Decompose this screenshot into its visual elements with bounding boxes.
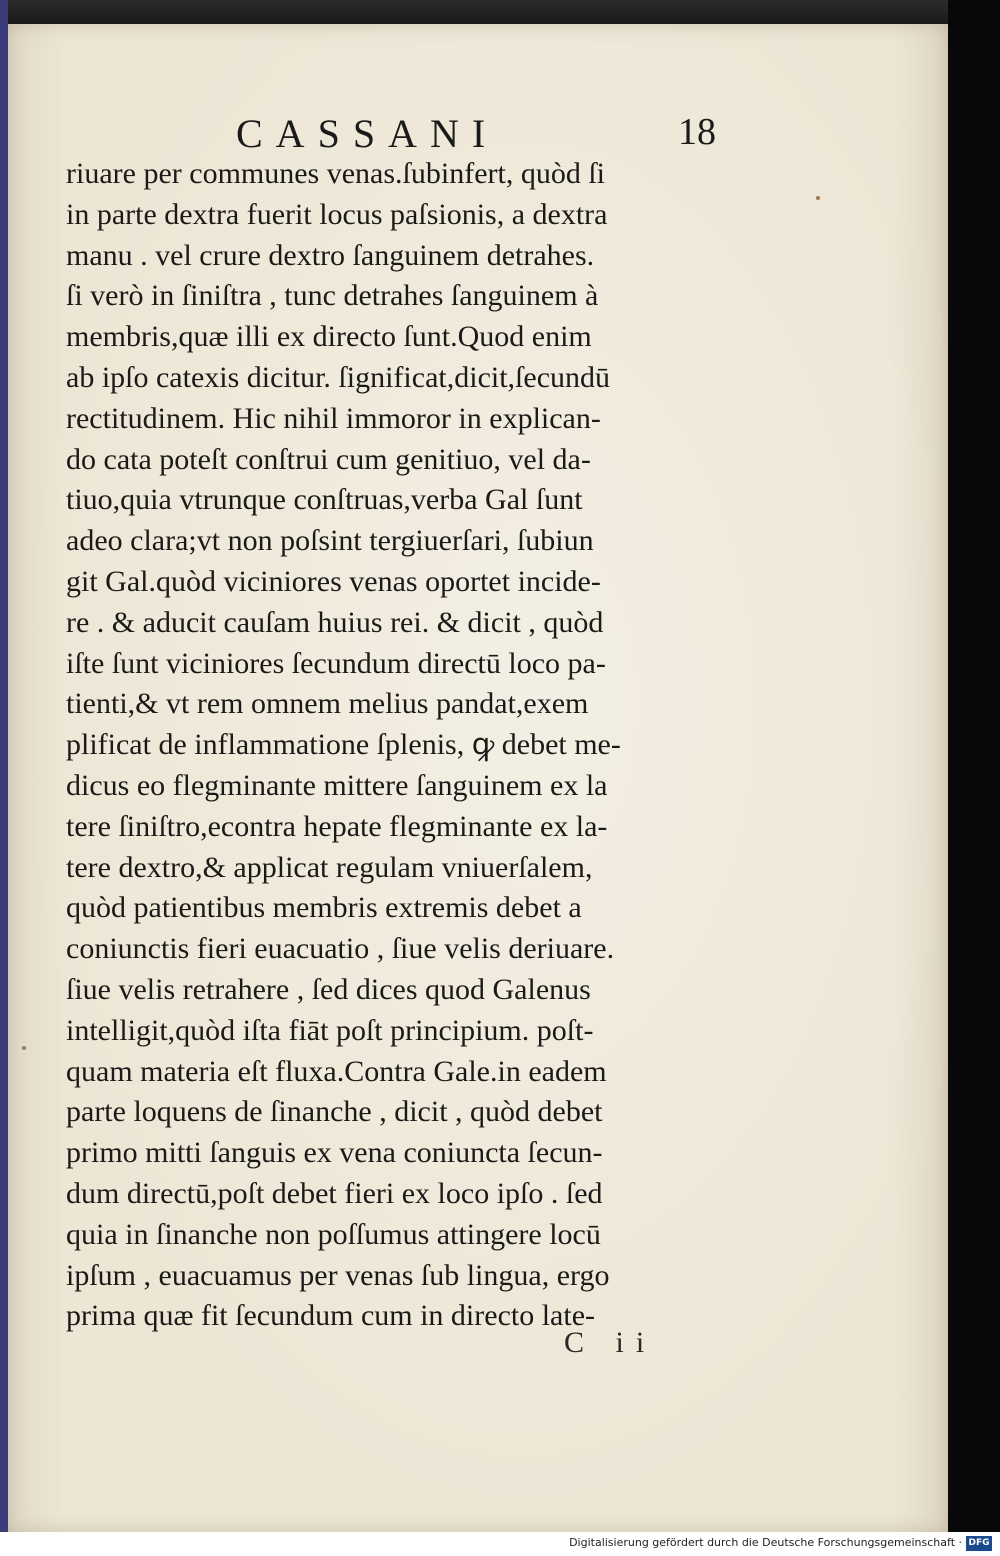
foxing-spot	[816, 196, 820, 200]
page-number: 18	[678, 111, 716, 153]
text-line: riuare per communes venas.ſubinfert, quòd ſi	[66, 157, 606, 190]
text-line: do cata poteſt conſtrui cum genitiuo, vel da-	[66, 442, 591, 476]
text-line: in parte dextra fuerit locus paſsionis, a dextra	[66, 197, 608, 231]
text-line: ſiue velis retrahere , ſed dices quod Galenus	[66, 972, 591, 1006]
text-line: git Gal.quòd viciniores venas oportet incide-	[66, 564, 601, 598]
text-line: tienti,& vt rem omnem melius pandat,exem	[66, 687, 589, 721]
text-line: tiuo,quia vtrunque conſtruas,verba Gal ſunt	[66, 483, 583, 517]
text-line: adeo clara;vt non poſsint tergiuerſari, ſubiun	[66, 524, 594, 558]
text-line: quòd patientibus membris extremis debet a	[66, 891, 582, 925]
text-line: rectitudinem. Hic nihil immoror in explican-	[66, 401, 601, 435]
text-line: intelligit,quòd iſta fiāt poſt principium. poſt-	[66, 1013, 594, 1047]
page-header	[8, 110, 948, 160]
text-line: ſi verò in ſiniſtra , tunc detrahes ſanguinem à	[66, 279, 599, 313]
text-line: dum directū,poſt debet fieri ex loco ipſo . ſed	[66, 1176, 603, 1210]
text-line: tere dextro,& applicat regulam vniuerſalem,	[66, 850, 593, 884]
text-line: quia in ſinanche non poſſumus attingere locū	[66, 1217, 601, 1251]
book-page	[8, 24, 948, 1532]
footer-bar	[0, 1532, 1000, 1556]
text-line: quam materia eſt fluxa.Contra Gale.in eadem	[66, 1054, 607, 1088]
text-line: ipſum , euacuamus per venas ſub lingua, ergo	[66, 1258, 610, 1292]
running-head: CASSANI	[236, 111, 499, 156]
text-line: ab ipſo catexis dicitur. ſignificat,dicit,ſecundū	[66, 360, 611, 394]
text-line: plificat de inflammatione ſplenis, ꝙ debet me-	[66, 728, 621, 762]
signature-mark: C ii	[564, 1326, 657, 1359]
foxing-spot	[22, 1046, 26, 1050]
funding-credit: Digitalisierung gefördert durch die Deutsche Forschungsgemeinschaft ·	[569, 1536, 962, 1549]
text-block	[66, 154, 746, 1337]
text-line: membris,quæ illi ex directo ſunt.Quod enim	[66, 320, 592, 354]
text-line: coniunctis fieri euacuatio , ſiue velis deriuare.	[66, 932, 615, 966]
text-line: iſte ſunt viciniores ſecundum directū loco pa-	[66, 646, 606, 680]
text-line: tere ſiniſtro,econtra hepate flegminante ex la-	[66, 809, 608, 843]
text-line: prima quæ fit ſecundum cum in directo late-	[66, 1299, 596, 1333]
text-line: dicus eo flegminante mittere ſanguinem ex la	[66, 768, 608, 802]
top-edge	[8, 0, 948, 24]
text-line: parte loquens de ſinanche , dicit , quòd debet	[66, 1095, 603, 1129]
binding-ribbon	[0, 0, 8, 1532]
text-line: manu . vel crure dextro ſanguinem detrahes.	[66, 238, 595, 272]
text-line: re . & aducit cauſam huius rei. & dicit , quòd	[66, 605, 604, 639]
text-line: primo mitti ſanguis ex vena coniuncta ſecun-	[66, 1136, 603, 1170]
dfg-logo: DFG	[966, 1536, 992, 1551]
